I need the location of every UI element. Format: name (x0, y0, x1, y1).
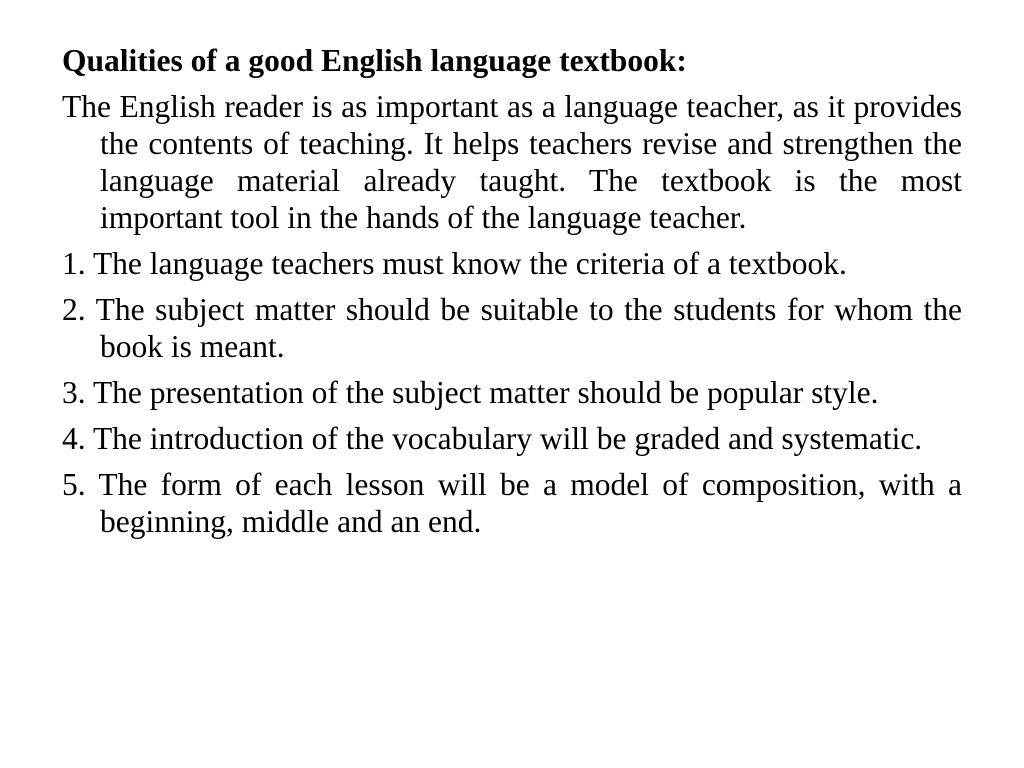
list-item (62, 291, 962, 365)
list-item (62, 245, 962, 282)
item-text: The presentation of the subject matter should be popular style. (92, 375, 879, 410)
item-number: 2. (62, 292, 86, 327)
list-item (62, 466, 962, 540)
item-text: The form of each lesson will be a model of composition, with a beginning, middle and an end. (98, 467, 963, 539)
list-item (62, 420, 962, 457)
intro-paragraph: The English reader is as important as a language teacher, as it provides the contents of teaching. It helps teachers revise and strengthen the language material already taught. The textbook is the most important tool in the hands of the language teacher. (62, 89, 962, 235)
item-number: 1. (62, 246, 86, 281)
slide-content (62, 42, 962, 549)
item-number: 3. (62, 375, 86, 410)
item-text: The introduction of the vocabulary will be graded and systematic. (92, 421, 923, 456)
item-number: 5. (62, 467, 86, 502)
item-text: The subject matter should be suitable to the students for whom the book is meant. (95, 292, 962, 364)
slide-title: Qualities of a good English language textbook: (62, 43, 687, 78)
item-text: The language teachers must know the criteria of a textbook. (92, 246, 847, 281)
list-item (62, 374, 962, 411)
item-number: 4. (62, 421, 86, 456)
